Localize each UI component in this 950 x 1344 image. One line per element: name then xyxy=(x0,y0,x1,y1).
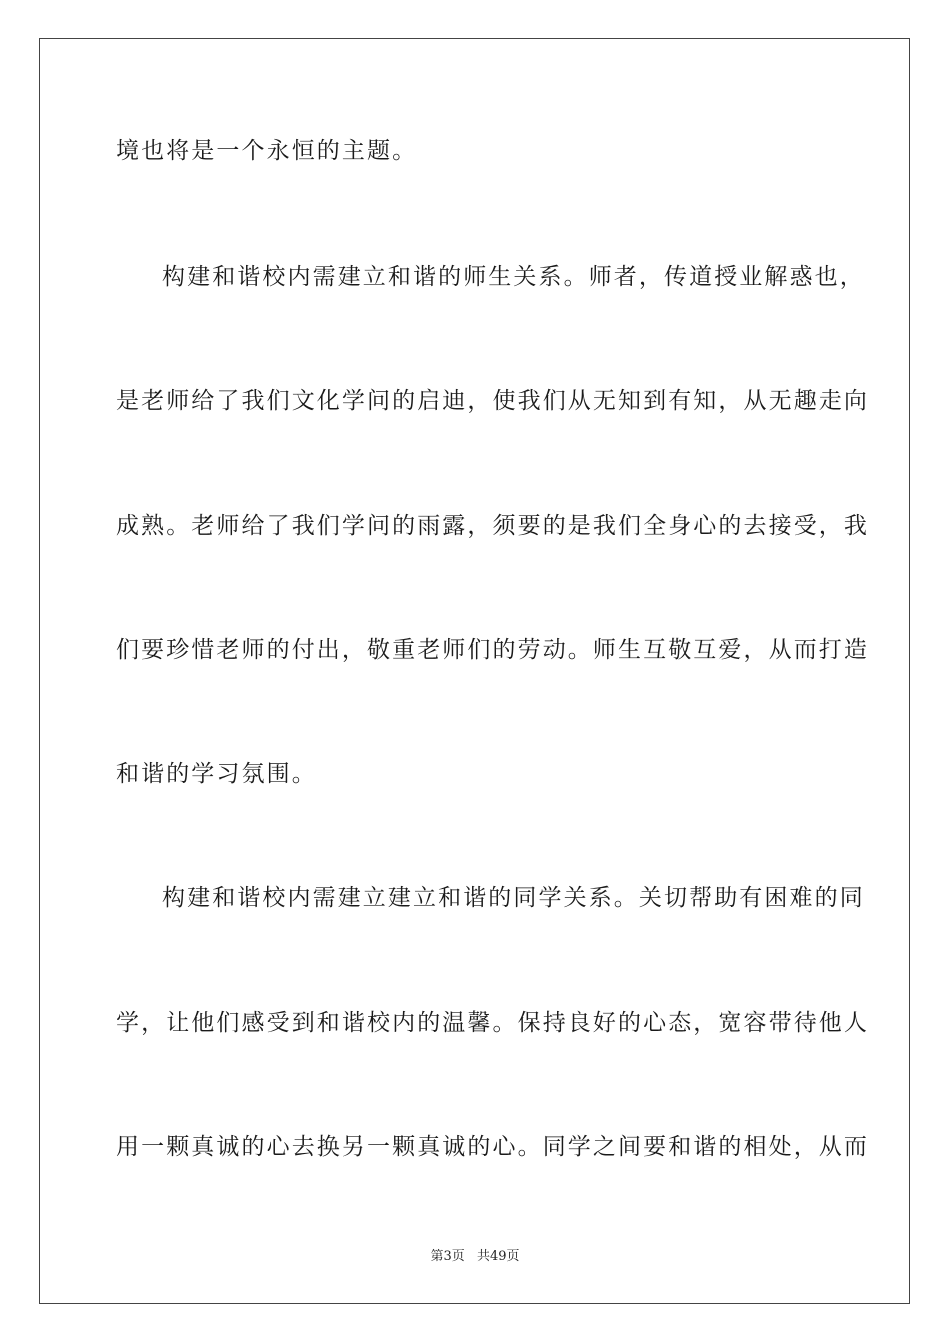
page-number: 第3页 xyxy=(430,1249,465,1264)
page-border xyxy=(39,38,910,1304)
page-total: 共49页 xyxy=(476,1249,520,1264)
text-line-1: 境也将是一个永恒的主题。 xyxy=(116,138,418,164)
text-line-7: 构建和谐校内需建立建立和谐的同学关系。关切帮助有困难的同 xyxy=(162,885,865,911)
text-line-6: 和谐的学习氛围。 xyxy=(116,761,317,787)
text-line-3: 是老师给了我们文化学问的启迪，使我们从无知到有知，从无趣走向 xyxy=(116,388,869,414)
text-line-5: 们要珍惜老师的付出，敬重老师们的劳动。师生互敬互爱，从而打造 xyxy=(116,637,869,663)
text-line-9: 用一颗真诚的心去换另一颗真诚的心。同学之间要和谐的相处，从而 xyxy=(116,1134,869,1160)
text-line-8: 学，让他们感受到和谐校内的温馨。保持良好的心态，宽容带待他人 xyxy=(116,1010,869,1036)
page-footer xyxy=(0,1248,950,1266)
text-line-2: 构建和谐校内需建立和谐的师生关系。师者，传道授业解惑也， xyxy=(162,264,865,290)
text-line-4: 成熟。老师给了我们学问的雨露，须要的是我们全身心的去接受，我 xyxy=(116,513,869,539)
